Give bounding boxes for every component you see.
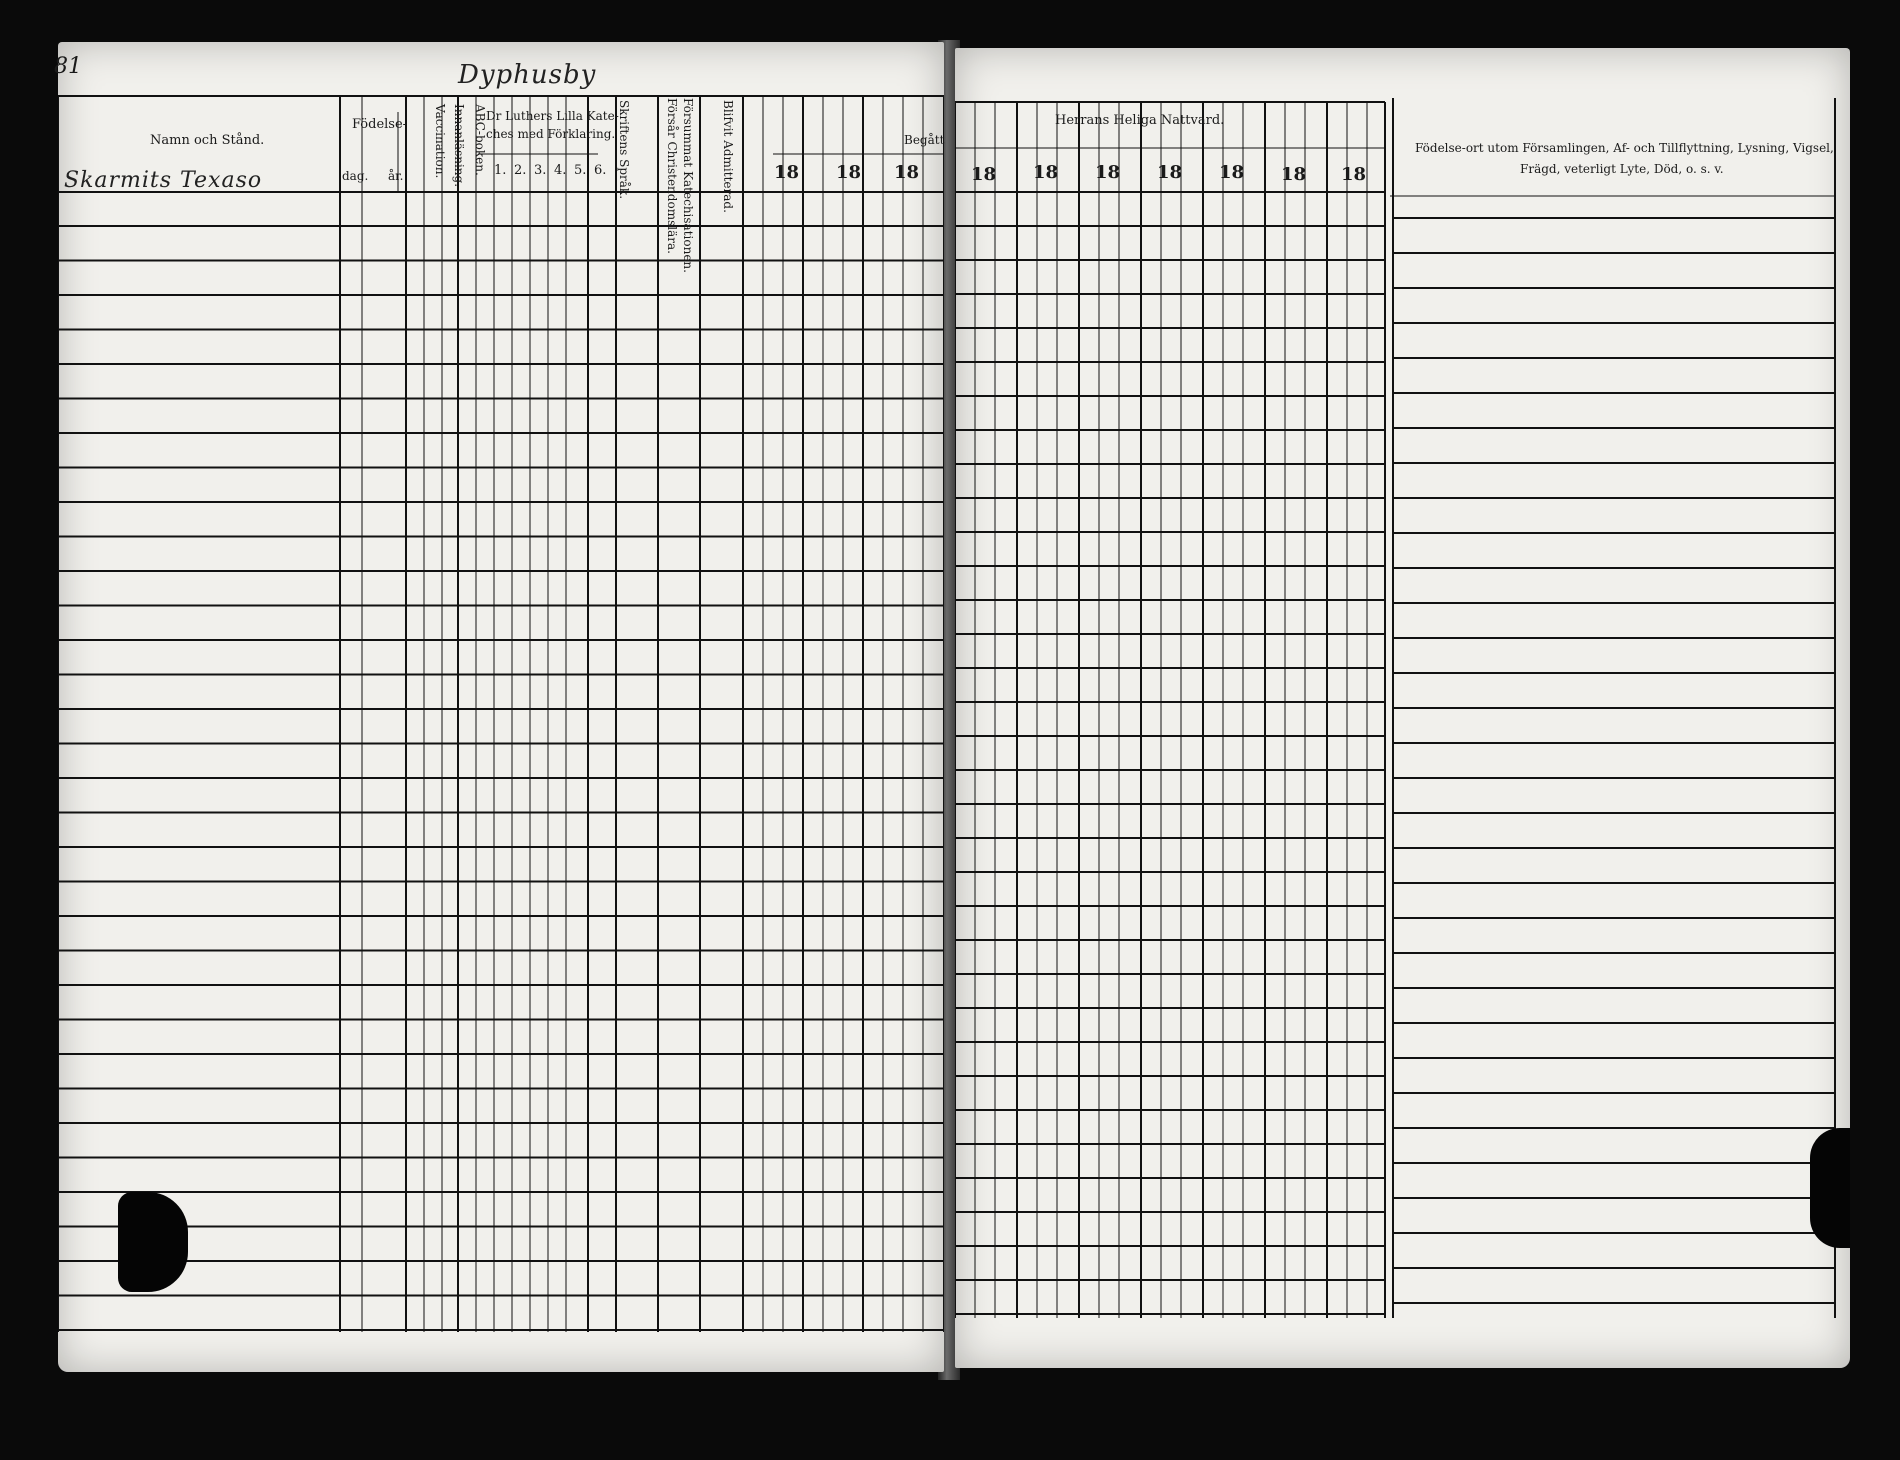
- year-col-right-2: 18: [1033, 162, 1059, 183]
- catechism-part-2: 2.: [514, 163, 527, 178]
- year-col-right-6: 18: [1281, 164, 1307, 185]
- remarks-header-line-2: Frägd, veterligt Lyte, Död, o. s. v.: [1520, 162, 1724, 176]
- year-col-right-4: 18: [1157, 162, 1183, 183]
- year-col-right-1: 18: [971, 164, 997, 185]
- skriftens-sprak-header: Skriftens Språk.: [617, 100, 631, 200]
- blifvit-header: Blifvit Admitterad.: [721, 100, 735, 213]
- year-col-right-3: 18: [1095, 162, 1121, 183]
- year-col-right-5: 18: [1219, 162, 1245, 183]
- catechism-part-5: 5.: [574, 163, 587, 178]
- year-col-left-1: 18: [774, 162, 800, 183]
- abc-book-header: ABC-boken.: [473, 104, 487, 176]
- year-col-left-3: 18: [894, 162, 920, 183]
- page-number: 81: [54, 54, 82, 79]
- year-col-left-2: 18: [836, 162, 862, 183]
- first-entry-handwritten: Skarmits Texaso: [64, 168, 263, 193]
- begatt-header: Begått: [904, 133, 945, 147]
- nattvard-header: Herrans Heliga Nattvard.: [1055, 113, 1225, 128]
- ink-blot: [118, 1192, 188, 1292]
- catechism-part-3: 3.: [534, 163, 547, 178]
- catechism-part-6: 6.: [594, 163, 607, 178]
- forsar-header: Försår Christendomslära.: [665, 98, 679, 254]
- remarks-header-line-1: Födelse-ort utom Församlingen, Af- och Tillflyttning, Lysning, Vigsel,: [1415, 141, 1834, 155]
- left-page-ruling: [58, 42, 944, 1372]
- catechism-part-1: 1.: [494, 163, 507, 178]
- catechism-header-line-1: Dr Luthers Lilla Kate-: [486, 109, 619, 123]
- left-page: [54, 42, 945, 1372]
- year-col-right-7: 18: [1341, 164, 1367, 185]
- right-page: [955, 48, 1850, 1368]
- name-header: Namn och Stånd.: [150, 133, 265, 148]
- right-page-ruling: [955, 48, 1850, 1368]
- district-name-handwritten: Dyphusby: [458, 60, 597, 90]
- forsummat-header: Försummat Katechisationen.: [681, 98, 695, 273]
- catechism-header-line-2: ches med Förklaring.: [486, 127, 616, 141]
- birth-year-header: år.: [388, 169, 404, 183]
- innanlasning-header: Innanläsning.: [452, 104, 466, 188]
- birth-header: Födelse-: [352, 117, 408, 132]
- catechism-part-4: 4.: [554, 163, 567, 178]
- birth-day-header: dag.: [342, 169, 369, 183]
- page-edge-shadow: [1810, 1128, 1850, 1248]
- vaccination-header: Vaccination.: [433, 104, 447, 179]
